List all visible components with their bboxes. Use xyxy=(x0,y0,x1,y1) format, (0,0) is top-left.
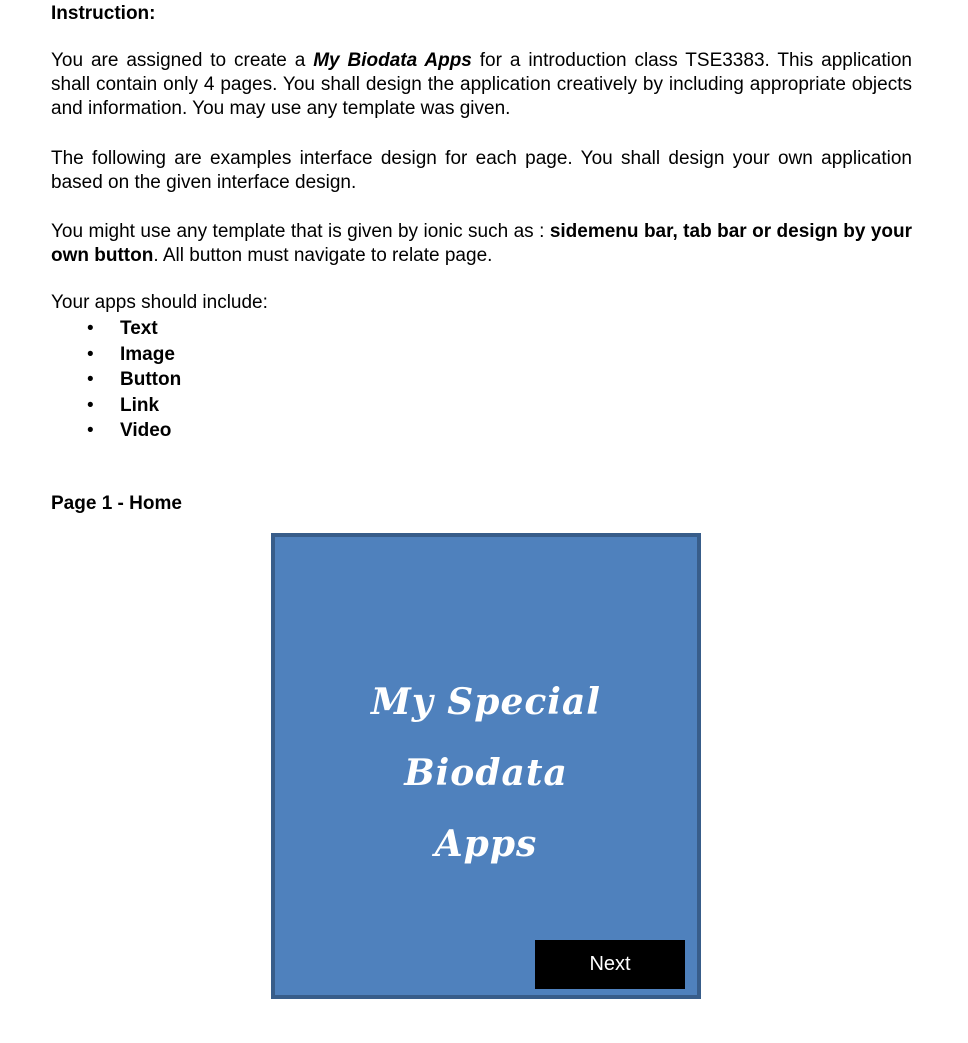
list-item-label: Button xyxy=(120,369,182,390)
template-paragraph xyxy=(51,220,912,268)
list-item-label: Link xyxy=(120,394,160,416)
list-item xyxy=(51,316,181,342)
include-intro: Your apps should include: xyxy=(51,292,268,313)
list-item xyxy=(51,393,181,419)
next-button[interactable]: Next xyxy=(535,940,685,989)
bullet-icon: • xyxy=(87,394,94,416)
app-name: My Biodata Apps xyxy=(313,50,472,71)
mockup-title xyxy=(275,667,697,880)
bullet-icon: • xyxy=(87,420,94,441)
bullet-icon: • xyxy=(87,318,94,339)
interface-design-paragraph: The following are examples interface design for each page. You shall design your own application based on the given interface design. xyxy=(51,148,912,193)
instruction-heading: Instruction: xyxy=(51,3,156,24)
paragraph1-text-after: for a introduction class TSE3383. This application shall contain only 4 pages. You shall design the application creatively by including appropriate objects and information. You may use any template was given. xyxy=(51,50,912,119)
paragraph3-text-after: . All button must navigate to relate page. xyxy=(153,245,493,266)
mockup-title-line: My Special xyxy=(371,681,601,723)
home-page-mockup xyxy=(271,533,701,999)
paragraph3-text-before: You might use any template that is given by ionic such as : xyxy=(51,221,550,242)
list-item-label: Image xyxy=(120,343,175,365)
bullet-icon: • xyxy=(87,369,94,390)
list-item-label: Text xyxy=(120,318,158,339)
include-list xyxy=(51,316,181,444)
list-item-label: Video xyxy=(120,420,172,441)
page1-heading: Page 1 - Home xyxy=(51,493,182,514)
paragraph1-text-before: You are assigned to create a xyxy=(51,50,314,71)
list-item xyxy=(51,418,181,444)
list-item xyxy=(51,342,181,368)
mockup-title-line: Apps xyxy=(434,823,538,865)
bullet-icon: • xyxy=(87,343,94,365)
template-options: sidemenu bar, tab bar or design by your own button xyxy=(51,221,913,266)
assignment-paragraph xyxy=(51,49,912,121)
list-item xyxy=(51,367,181,393)
mockup-title-line: Biodata xyxy=(404,752,568,794)
